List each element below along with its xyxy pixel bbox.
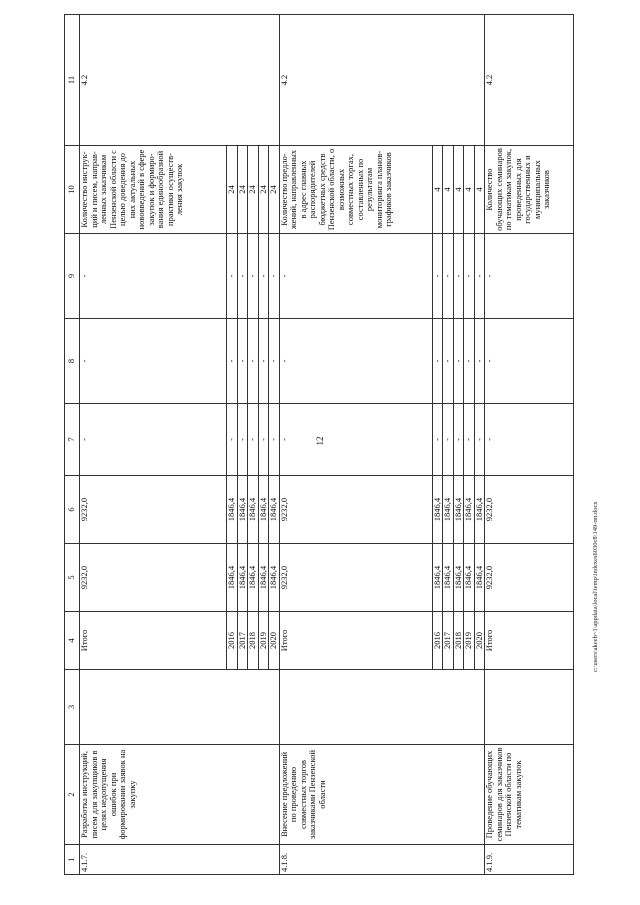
executor (279, 670, 485, 745)
value-cell: - (464, 404, 475, 476)
value-cell: 1846,4 (258, 544, 269, 612)
value-cell: - (80, 234, 227, 319)
value-cell: - (485, 319, 574, 404)
value-cell: - (474, 234, 485, 319)
value-cell: 1846,4 (443, 476, 454, 544)
indicator-cell: Количество обучающих семинаров по тематикам закупок, проведенных для государственных и муниципальных заказчиков (485, 146, 574, 234)
year-cell: 2018 (248, 612, 259, 670)
value-cell: 1846,4 (258, 476, 269, 544)
value-cell: 1846,4 (464, 476, 475, 544)
header-cell: 4 (65, 612, 80, 670)
value-cell: - (443, 404, 454, 476)
value-cell: - (474, 404, 485, 476)
header-cell: 9 (65, 234, 80, 319)
value-cell: 4 (443, 146, 454, 234)
value-cell: - (279, 404, 432, 476)
page-number: 12 (315, 436, 325, 446)
value-cell: 1846,4 (269, 544, 280, 612)
value-cell: 4 (432, 146, 443, 234)
value-cell: - (227, 404, 238, 476)
year-cell: 2020 (474, 612, 485, 670)
value-cell: - (237, 234, 248, 319)
value-cell: - (453, 234, 464, 319)
table-row (485, 15, 574, 875)
value-cell: - (258, 234, 269, 319)
year-cell: 2018 (453, 612, 464, 670)
value-cell: 1846,4 (248, 476, 259, 544)
value-cell: - (464, 234, 475, 319)
value-cell: 1846,4 (269, 476, 280, 544)
value-cell: 1846,4 (227, 476, 238, 544)
goal-cell: 4.2 (485, 15, 574, 146)
value-cell: 24 (269, 146, 280, 234)
indicator-cell: Количество предло-жений, направленных в адрес главных распорядителей бюджетных средств Пензенской области, о возможных совместных торгах, составленных по результатам мониторинга планов-графиков заказчиков (279, 146, 432, 234)
value-cell: 1846,4 (432, 476, 443, 544)
value-cell: 9232,0 (485, 544, 574, 612)
value-cell: - (453, 319, 464, 404)
value-cell: - (227, 234, 238, 319)
value-cell: - (443, 234, 454, 319)
value-cell: 9232,0 (279, 544, 432, 612)
program-table (64, 14, 574, 875)
value-cell: 1846,4 (237, 544, 248, 612)
value-cell: 1846,4 (443, 544, 454, 612)
value-cell: 9232,0 (279, 476, 432, 544)
value-cell: 24 (248, 146, 259, 234)
year-cell: 2016 (432, 612, 443, 670)
rotated-table-wrapper (64, 15, 551, 875)
value-cell: - (432, 404, 443, 476)
value-cell: 1846,4 (474, 544, 485, 612)
header-cell: 5 (65, 544, 80, 612)
value-cell: 1846,4 (227, 544, 238, 612)
value-cell: - (269, 319, 280, 404)
executor (485, 670, 574, 745)
value-cell: 9232,0 (80, 544, 227, 612)
header-cell: 11 (65, 15, 80, 146)
year-cell: 2016 (227, 612, 238, 670)
value-cell: - (464, 319, 475, 404)
value-cell: 24 (237, 146, 248, 234)
value-cell: - (432, 319, 443, 404)
value-cell: 4 (464, 146, 475, 234)
activity-name: Внесение предложений по проведению совместных торгов заказчиками Пензенской области (279, 745, 485, 845)
value-cell: 1846,4 (453, 476, 464, 544)
year-cell: 2017 (443, 612, 454, 670)
value-cell: 1846,4 (237, 476, 248, 544)
value-cell: - (279, 319, 432, 404)
value-cell: 1846,4 (432, 544, 443, 612)
value-cell: - (485, 404, 574, 476)
goal-cell: 4.2 (80, 15, 280, 146)
value-cell: - (258, 319, 269, 404)
value-cell: 4 (453, 146, 464, 234)
value-cell: 1846,4 (453, 544, 464, 612)
value-cell: - (258, 404, 269, 476)
value-cell: 1846,4 (464, 544, 475, 612)
year-cell: 2017 (237, 612, 248, 670)
value-cell: 9232,0 (485, 476, 574, 544)
activity-name: Разработка инструкций, писем для закупщиков в целях недопущения ошибок при формировании заявок на закупку (80, 745, 280, 845)
value-cell: - (248, 319, 259, 404)
year-cell: 2019 (464, 612, 475, 670)
value-cell: - (237, 319, 248, 404)
row-number: 4.1.8. (279, 845, 485, 875)
value-cell: - (453, 404, 464, 476)
header-cell: 6 (65, 476, 80, 544)
header-row (65, 15, 80, 875)
year-cell: Итого (485, 612, 574, 670)
value-cell: 9232,0 (80, 476, 227, 544)
value-cell: - (485, 234, 574, 319)
value-cell: - (248, 404, 259, 476)
value-cell: - (80, 404, 227, 476)
value-cell: 4 (474, 146, 485, 234)
value-cell: - (443, 319, 454, 404)
value-cell: - (227, 319, 238, 404)
header-cell: 1 (65, 845, 80, 875)
value-cell: - (248, 234, 259, 319)
year-cell: 2020 (269, 612, 280, 670)
value-cell: - (269, 404, 280, 476)
value-cell: 1846,4 (474, 476, 485, 544)
header-cell: 2 (65, 745, 80, 845)
year-cell: Итого (80, 612, 227, 670)
value-cell: 1846,4 (248, 544, 259, 612)
value-cell: - (474, 319, 485, 404)
year-cell: Итого (279, 612, 432, 670)
value-cell: - (80, 319, 227, 404)
year-cell: 2019 (258, 612, 269, 670)
header-cell: 3 (65, 670, 80, 745)
goal-cell: 4.2 (279, 15, 485, 146)
value-cell: - (279, 234, 432, 319)
row-number: 4.1.7. (80, 845, 280, 875)
value-cell: 24 (258, 146, 269, 234)
value-cell: - (432, 234, 443, 319)
table-row (279, 15, 432, 875)
indicator-cell: Количество инструк-ций и писем, направ-ленных заказчикам Пензенской области с целью доведения до них актуальных нововведений в сфере закупок и формиро-вания единообразной практики осуществ-ления закупок (80, 146, 227, 234)
value-cell: - (237, 404, 248, 476)
file-path: c:\users\akeeb~1\appdata\local\temp\indexes6030c8\149-пп.docx (592, 501, 599, 672)
row-number: 4.1.9. (485, 845, 574, 875)
table-row (80, 15, 227, 875)
activity-name: Проведение обучающих семинаров для заказчиков Пензенской области по тематикам закупок (485, 745, 574, 845)
executor (80, 670, 280, 745)
header-cell: 10 (65, 146, 80, 234)
value-cell: 24 (227, 146, 238, 234)
header-cell: 7 (65, 404, 80, 476)
header-cell: 8 (65, 319, 80, 404)
value-cell: - (269, 234, 280, 319)
